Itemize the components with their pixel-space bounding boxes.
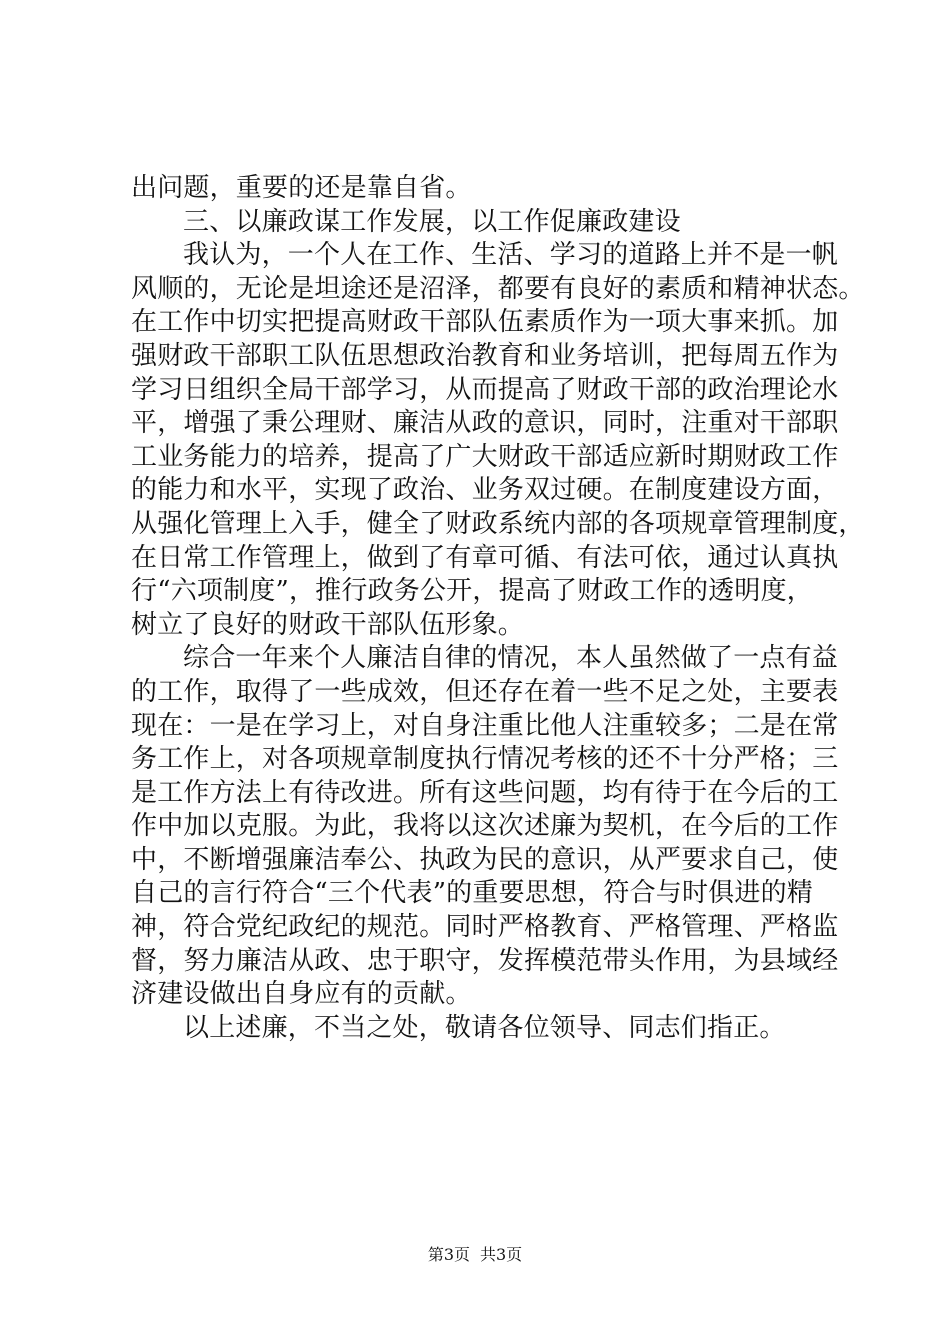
text-line: 学习日组织全局干部学习，从而提高了财政干部的政治理论水 bbox=[131, 374, 839, 405]
text-line: 树立了良好的财政干部队伍形象。 bbox=[131, 609, 525, 640]
text-line: 出问题，重要的还是靠自省。 bbox=[131, 173, 472, 203]
text-line: 从强化管理上入手，健全了财政系统内部的各项规章管理制度， bbox=[131, 508, 865, 539]
text-line: 作中加以克服。为此，我将以这次述廉为契机，在今后的工作 bbox=[131, 811, 839, 842]
text-line: 中，不断增强廉洁奉公、执政为民的意识，从严要求自己，使 bbox=[131, 844, 839, 875]
text-line: 平，增强了秉公理财、廉洁从政的意识，同时，注重对干部职 bbox=[131, 408, 839, 439]
text-line: 是工作方法上有待改进。所有这些问题，均有待于在今后的工 bbox=[131, 777, 839, 808]
text-line: 自己的言行符合“三个代表”的重要思想，符合与时俱进的精 bbox=[131, 878, 813, 909]
text-line: 的工作，取得了一些成效，但还存在着一些不足之处，主要表 bbox=[131, 676, 839, 707]
section-heading: 三、以廉政谋工作发展，以工作促廉政建设 bbox=[183, 206, 681, 237]
text-line: 行“六项制度”，推行政务公开，提高了财政工作的透明度， bbox=[131, 576, 813, 607]
text-line: 工业务能力的培养，提高了广大财政干部适应新时期财政工作 bbox=[131, 441, 839, 472]
page-footer bbox=[0, 1244, 950, 1266]
text-line: 的能力和水平，实现了政治、业务双过硬。在制度建设方面， bbox=[131, 475, 839, 506]
text-line: 在日常工作管理上，做到了有章可循、有法可依，通过认真执 bbox=[131, 542, 839, 573]
text-line: 风顺的，无论是坦途还是沼泽，都要有良好的素质和精神状态。 bbox=[131, 273, 865, 304]
text-line: 强财政干部职工队伍思想政治教育和业务培训，把每周五作为 bbox=[131, 340, 839, 371]
text-line: 在工作中切实把提高财政干部队伍素质作为一项大事来抓。加 bbox=[131, 307, 839, 338]
text-line: 综合一年来个人廉洁自律的情况，本人虽然做了一点有益 bbox=[183, 643, 839, 674]
text-line: 督，努力廉洁从政、忠于职守，发挥模范带头作用，为县域经 bbox=[131, 945, 839, 976]
page-number-total: 共3页 bbox=[480, 1245, 523, 1264]
text-line: 我认为，一个人在工作、生活、学习的道路上并不是一帆 bbox=[183, 240, 839, 271]
page-number-current: 第3页 bbox=[427, 1245, 470, 1264]
text-line: 以上述廉，不当之处，敬请各位领导、同志们指正。 bbox=[183, 1012, 786, 1043]
text-line: 神，符合党纪政纪的规范。同时严格教育、严格管理、严格监 bbox=[131, 912, 839, 943]
document-body bbox=[131, 172, 865, 1045]
text-line: 现在：一是在学习上，对自身注重比他人注重较多；二是在常 bbox=[131, 710, 839, 741]
text-line: 务工作上，对各项规章制度执行情况考核的还不十分严格；三 bbox=[131, 744, 839, 775]
text-line: 济建设做出自身应有的贡献。 bbox=[131, 979, 472, 1010]
